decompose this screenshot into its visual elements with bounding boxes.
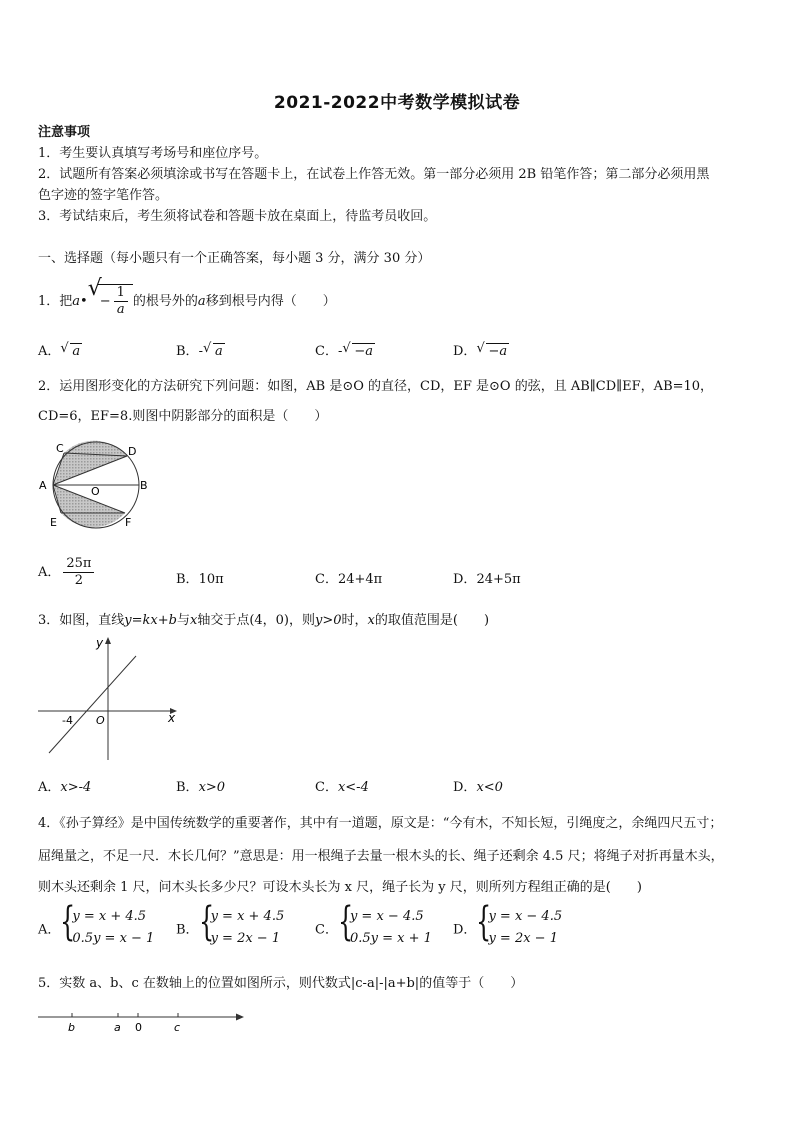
q3-condition: y>0 xyxy=(315,613,342,628)
label-b: b xyxy=(68,1021,75,1034)
option-label: D． xyxy=(453,572,477,587)
q1-option-b[interactable] xyxy=(176,340,225,359)
option-text: x>0 xyxy=(198,780,226,795)
q2-option-c[interactable] xyxy=(315,568,382,587)
q2-option-a[interactable] xyxy=(38,556,97,589)
denominator: 2 xyxy=(74,573,84,588)
label-x: x xyxy=(168,711,176,725)
label-a: A xyxy=(39,479,47,492)
option-label: B． xyxy=(176,572,199,587)
q1-option-c[interactable] xyxy=(315,340,375,359)
q4-option-c[interactable] xyxy=(315,899,432,950)
label-a: a xyxy=(114,1021,121,1034)
option-label: B． xyxy=(176,780,199,795)
option-prefix: - xyxy=(337,344,343,359)
q4-option-a[interactable] xyxy=(38,899,155,950)
q1-neg: − xyxy=(99,294,111,309)
sqrt-symbol: √ a xyxy=(60,341,81,359)
label-0: 0 xyxy=(135,1021,142,1034)
equation-system: { y = x + 4.5 y = 2x − 1 xyxy=(199,906,285,950)
q1-a2: a xyxy=(197,294,206,309)
notice-heading: 注意事项 xyxy=(38,125,91,140)
option-label: D． xyxy=(453,344,477,359)
number-line-figure xyxy=(36,1005,248,1037)
q3-option-c[interactable] xyxy=(315,776,369,795)
option-label: A． xyxy=(38,344,61,359)
q3-equation: y=kx+b xyxy=(124,613,177,628)
label-b: B xyxy=(140,479,148,492)
equation: 0.5y = x + 1 xyxy=(349,931,432,946)
q3-var: x xyxy=(367,613,375,628)
label-f: F xyxy=(125,516,132,529)
notice-item: 2．试题所有答案必须填涂或书写在答题卡上，在试卷上作答无效。第一部分必须用 2B 铅笔作答；第二部分必须用黑 xyxy=(38,167,710,182)
q4-option-b[interactable] xyxy=(176,899,285,950)
equation: y = 2x − 1 xyxy=(488,931,558,946)
equation: y = x + 4.5 xyxy=(210,909,285,924)
label-c: c xyxy=(174,1021,181,1034)
q1-pre: 1．把 xyxy=(38,294,73,309)
question-4-line2: 屈绳量之，不足一尺．木长几何？”意思是：用一根绳子去量一根木头的长、绳子还剩余 4.5 尺；将绳子对折再量木头， xyxy=(38,849,724,864)
option-text: x<-4 xyxy=(337,780,369,795)
q1-option-d[interactable] xyxy=(453,340,509,359)
label-d: D xyxy=(128,445,137,458)
q3-text: 的取值范围是( ) xyxy=(374,613,490,628)
radicand: a xyxy=(72,344,81,359)
equation-system: { y = x + 4.5 0.5y = x − 1 xyxy=(60,906,154,950)
sqrt-symbol: √ −a xyxy=(476,341,508,359)
option-text: x<0 xyxy=(476,780,503,795)
question-2-line2: CD=6，EF=8.则图中阴影部分的面积是（ ） xyxy=(38,409,328,424)
sqrt-symbol: √ a xyxy=(202,341,223,359)
equation-system: { y = x − 4.5 0.5y = x + 1 xyxy=(338,906,432,950)
label-minus-4: -4 xyxy=(62,714,73,727)
q1-option-a[interactable] xyxy=(38,340,82,359)
label-e: E xyxy=(50,516,57,529)
q3-option-a[interactable] xyxy=(38,776,91,795)
equation: y = x − 4.5 xyxy=(488,909,563,924)
option-label: C． xyxy=(315,780,338,795)
section-heading: 一、选择题（每小题只有一个正确答案，每小题 3 分，满分 30 分） xyxy=(38,251,431,266)
exam-title: 2021-2022中考数学模拟试卷 xyxy=(273,93,521,113)
line-y-kx-b xyxy=(49,656,136,753)
q2-option-d[interactable] xyxy=(453,568,521,587)
radicand: −a xyxy=(354,344,374,359)
sqrt-symbol: √ −a xyxy=(342,341,374,359)
q1-a: a xyxy=(72,294,81,309)
q1-dot: • xyxy=(80,294,88,309)
option-label: A． xyxy=(38,780,61,795)
q3-text: 3．如图，直线 xyxy=(38,613,125,628)
question-1 xyxy=(38,276,336,318)
equation: 0.5y = x − 1 xyxy=(72,931,155,946)
option-text: 24+5π xyxy=(476,572,521,587)
option-label: B． xyxy=(176,344,199,359)
notice-item: 3．考试结束后，考生须将试卷和答题卡放在桌面上，待监考员收回。 xyxy=(38,209,437,224)
equation: y = x − 4.5 xyxy=(349,909,424,924)
q1-den: a xyxy=(116,302,125,317)
circle-figure xyxy=(36,440,146,530)
option-label: C． xyxy=(315,344,338,359)
q2-option-b[interactable] xyxy=(176,568,224,587)
equation: y = x + 4.5 xyxy=(72,909,147,924)
label-o: O xyxy=(91,485,100,498)
q1-sqrt: √ − $\frac{1}{a}$ xyxy=(88,284,133,318)
q4-option-d[interactable] xyxy=(453,899,563,950)
fraction xyxy=(63,556,94,589)
equation: y = 2x − 1 xyxy=(210,931,281,946)
shaded-region-bottom xyxy=(54,485,125,527)
number-line-arrow xyxy=(236,1014,244,1021)
q1-num: 1 xyxy=(114,285,128,302)
option-label: D． xyxy=(453,780,477,795)
question-4-line1: 4．《孙子算经》是中国传统数学的重要著作，其中有一道题，原文是：“今有木，不知长短，引绳度之，余绳四尺五寸； xyxy=(38,816,723,831)
q1-post: 的根号外的 xyxy=(132,294,198,309)
label-y: y xyxy=(96,636,104,650)
radicand: a xyxy=(214,344,223,359)
radicand: −a xyxy=(488,344,508,359)
q3-text: 轴交于点(4，0)，则 xyxy=(197,613,315,628)
label-c: C xyxy=(56,442,64,455)
option-label: B． xyxy=(176,922,199,938)
q3-option-d[interactable] xyxy=(453,776,503,795)
option-text: 24+4π xyxy=(337,572,383,587)
question-5: 5．实数 a、b、c 在数轴上的位置如图所示，则代数式|c-a|-|a+b|的值等于（ ） xyxy=(38,976,524,991)
option-label: C． xyxy=(315,572,338,587)
option-text: x>-4 xyxy=(60,780,92,795)
notice-item: 1．考生要认真填写考场号和座位序号。 xyxy=(38,146,268,161)
option-label: A． xyxy=(38,565,61,580)
option-label: D． xyxy=(453,922,477,938)
q3-text: 与 xyxy=(176,613,190,628)
question-2-line1: 2．运用图形变化的方法研究下列问题：如图，AB 是⊙O 的直径，CD，EF 是⊙O 的弦，且 AB∥CD∥EF，AB=10， xyxy=(38,379,714,394)
label-origin: O xyxy=(96,714,105,727)
option-label: A． xyxy=(38,922,61,938)
q1-fraction xyxy=(114,285,128,318)
notice-item: 色字迹的签字笔作答。 xyxy=(38,188,169,203)
equation-system: { y = x − 4.5 y = 2x − 1 xyxy=(476,906,562,950)
numerator: 25π xyxy=(63,556,94,573)
q3-option-b[interactable] xyxy=(176,776,225,795)
q3-text: 时， xyxy=(341,613,368,628)
q1-post2: 移到根号内得（ ） xyxy=(205,294,336,309)
q3-var: x xyxy=(189,613,198,628)
line-graph-figure xyxy=(36,632,186,762)
option-text: 10π xyxy=(198,572,224,587)
y-axis-arrow xyxy=(105,637,111,644)
option-label: C． xyxy=(315,922,338,938)
question-4-line3: 则木头还剩余 1 尺，问木头长多少尺？可设木头长为 x 尺，绳子长为 y 尺，则所列方程组正确的是( ) xyxy=(38,880,642,895)
question-3 xyxy=(38,609,489,628)
option-prefix: - xyxy=(198,344,203,359)
